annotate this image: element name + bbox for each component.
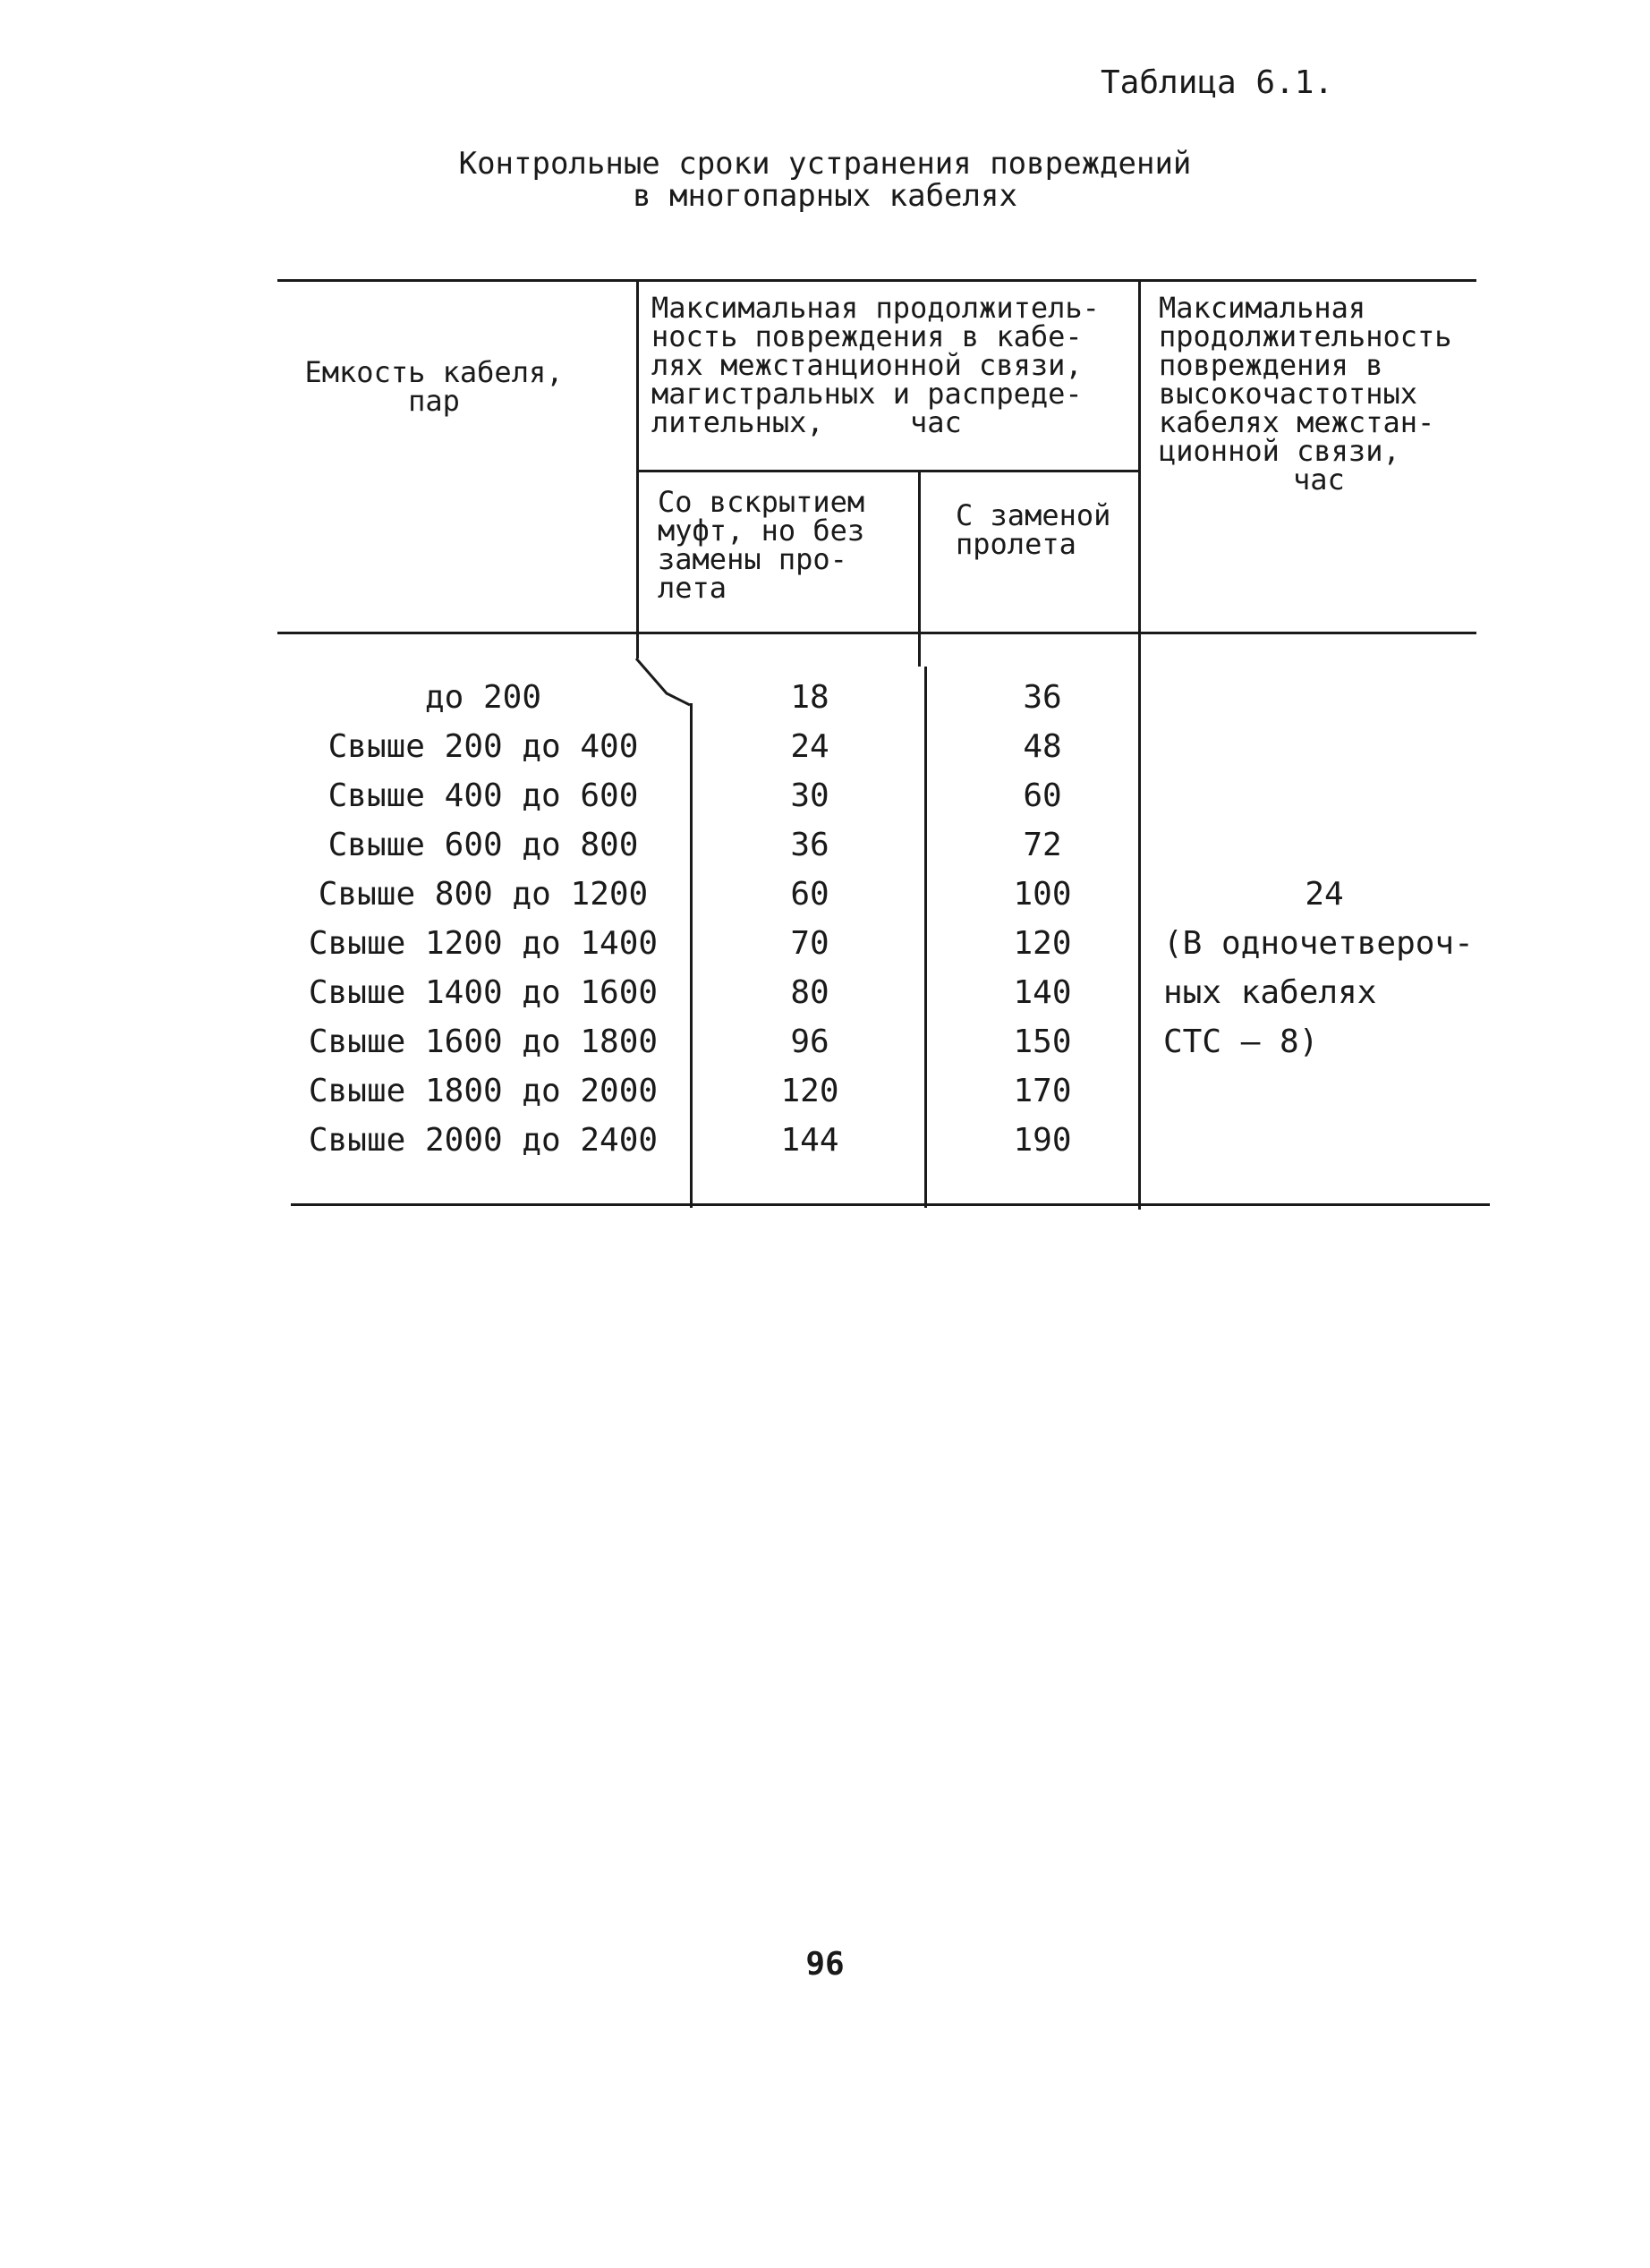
cell-open-duration: 24 [790, 728, 829, 765]
table-row [0, 1116, 1650, 1165]
table-top-rule [277, 279, 1476, 282]
cell-capacity: Свыше 200 до 400 [327, 728, 639, 765]
table-label: Таблица 6.1. [1101, 64, 1334, 101]
cell-capacity: Свыше 1600 до 1800 [308, 1024, 659, 1060]
page-number: 96 [805, 1946, 845, 1983]
header-sub-span-replacement: С заменой пролета [956, 498, 1111, 561]
cell-replace-duration: 100 [1013, 876, 1072, 913]
cell-open-duration: 36 [790, 827, 829, 863]
cell-replace-duration: 170 [1013, 1073, 1072, 1109]
header-sub-open-couplings: Со вскрытием муфт, но без замены про- лета [658, 485, 865, 605]
column-divider-1-header [636, 279, 639, 658]
table-row [0, 820, 1650, 870]
cell-capacity: Свыше 1200 до 1400 [308, 925, 659, 962]
cell-replace-duration: 48 [1023, 728, 1062, 765]
cell-replace-duration: 72 [1023, 827, 1062, 863]
cell-capacity: Свыше 800 до 1200 [318, 876, 649, 913]
cell-capacity: Свыше 1800 до 2000 [308, 1073, 659, 1109]
cell-open-duration: 30 [790, 777, 829, 814]
cell-replace-duration: 150 [1013, 1024, 1072, 1060]
header-capacity: Емкость кабеля, пар [304, 355, 564, 418]
cell-open-duration: 144 [780, 1122, 839, 1159]
cell-open-duration: 70 [790, 925, 829, 962]
cell-capacity: Свыше 400 до 600 [327, 777, 639, 814]
column-divider-2-header [918, 470, 921, 667]
cell-open-duration: 80 [790, 974, 829, 1011]
cell-open-duration: 60 [790, 876, 829, 913]
cell-open-duration: 120 [780, 1073, 839, 1109]
cell-replace-duration: 190 [1013, 1122, 1072, 1159]
cell-replace-duration: 36 [1023, 679, 1062, 716]
table-title-line-2: в многопарных кабелях [633, 178, 1017, 214]
table-title-line-1: Контрольные сроки устранения повреждений [458, 146, 1192, 182]
cell-replace-duration: 60 [1023, 777, 1062, 814]
cell-capacity: Свыше 600 до 800 [327, 827, 639, 863]
cell-capacity: Свыше 1400 до 1600 [308, 974, 659, 1011]
table-row [0, 771, 1650, 820]
table-row [0, 1066, 1650, 1116]
cell-open-duration: 18 [790, 679, 829, 716]
header-max-duration-group: Максимальная продолжитель- ность повреждения в кабе- лях межстанционной связи, магистральных и распреде- лительных, час [651, 291, 1100, 439]
hf-duration-value: 24 [1305, 876, 1344, 913]
hf-duration-note: 24 (В одночетвероч- ных кабелях СТС – 8) [1163, 870, 1485, 1066]
header-hf-duration: Максимальная продолжительность повреждения в высокочастотных кабелях межстан- ционной связи, час [1159, 291, 1452, 497]
cell-replace-duration: 120 [1013, 925, 1072, 962]
cell-open-duration: 96 [790, 1024, 829, 1060]
table-row [0, 722, 1650, 771]
cell-capacity: Свыше 2000 до 2400 [308, 1122, 659, 1159]
cell-replace-duration: 140 [1013, 974, 1072, 1011]
subheader-rule [638, 470, 1139, 472]
header-bottom-rule [277, 632, 1476, 634]
cell-capacity: до 200 [424, 679, 542, 716]
table-row [0, 673, 1650, 722]
table-bottom-rule [291, 1203, 1490, 1206]
